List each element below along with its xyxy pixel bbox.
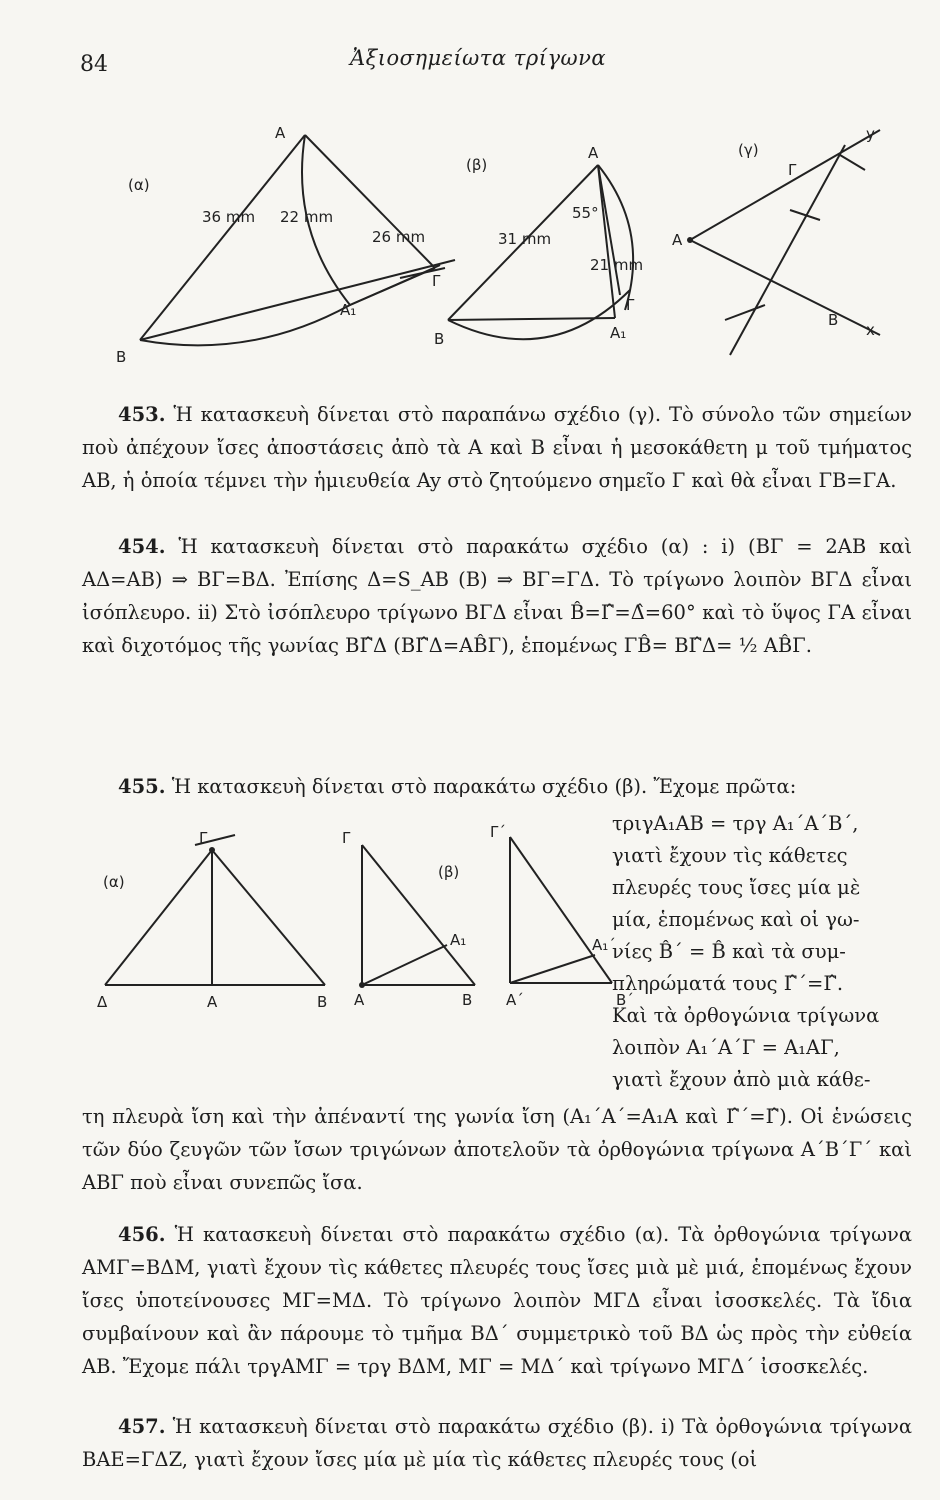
fig-mid-alpha-A: A <box>207 993 218 1011</box>
exercise-text-453: Ἡ κατασκευὴ δίνεται στὸ παραπάνω σχέδιο (γ). Τὸ σύνολο τῶν σημείων ποὺ ἀπέχουν ἴσες ἀποστάσεις ἀπὸ τὰ A καὶ B εἶναι ἡ μεσοκάθετη μ τοῦ τμήματος AB, ἡ ὁποία τέμνει τὴν ἡμιευθεία Ay στὸ ζητούμενο σημεῖο Γ καὶ θὰ εἶναι ΓB=ΓA. <box>82 403 912 492</box>
column-line: μία, ἑπομένως καὶ οἱ γω- <box>612 908 860 931</box>
exercise-text-455-rest: τη πλευρὰ ἴση καὶ τὴν ἀπέναντί της γωνία ἴση (A₁΄A΄=A₁A καὶ Γ̂΄=Γ̂). Οἱ ἑνώσεις τῶν δύο ζευγῶν τῶν ἴσων τριγώνων ἀποτελοῦν τὰ ὀρθογώνια τρίγωνα A΄B΄Γ΄ καὶ ABΓ ποὺ εἶναι συνεπῶς ἴσα. <box>82 1105 912 1194</box>
paragraph-453 <box>82 398 912 497</box>
figure-455-beta <box>340 825 640 1025</box>
fig-gamma-x: x <box>866 321 875 339</box>
fig-mid-alpha-label: (α) <box>103 873 125 891</box>
column-line: Καὶ τὰ ὀρθογώνια τρίγωνα <box>612 1004 880 1027</box>
fig-mid-beta-A2: A΄ <box>506 991 524 1009</box>
paragraph-454 <box>82 530 912 662</box>
column-line: γιατὶ ἔχουν ἀπὸ μιὰ κάθε- <box>612 1068 871 1091</box>
exercise-text-454: Ἡ κατασκευὴ δίνεται στὸ παρακάτω σχέδιο (α) : i) (BΓ = 2AB καὶ AΔ=AB) ⇒ BΓ=BΔ. Ἐπίσης Δ=S_AB (B) ⇒ BΓ=ΓΔ. Τὸ τρίγωνο λοιπὸν BΓΔ εἶναι ἰσόπλευρο. ii) Στὸ ἰσόπλευρο τρίγωνο BΓΔ εἶναι B̂=Γ̂=Δ̂=60° καὶ τὸ ὕψος ΓA εἶναι καὶ διχοτόμος τῆς γωνίας BΓ̂Δ (BΓ̂Δ=AB̂Γ), ἑπομένως ΓB̂= <box>82 535 912 657</box>
running-title: Ἀξιοσημείωτα τρίγωνα <box>350 46 607 70</box>
column-line: νίες B̂΄ = B̂ καὶ τὰ συμ- <box>612 940 846 963</box>
fig-gamma-y: y <box>866 125 875 143</box>
figure-453-gamma <box>670 125 900 370</box>
fig-alpha-label: (α) <box>128 176 150 194</box>
fig-mid-alpha-B: B <box>317 993 328 1011</box>
fig-beta-Gamma: Γ <box>626 296 635 314</box>
fig-gamma-Gamma: Γ <box>788 161 797 179</box>
fig-alpha-A1: A₁ <box>340 301 357 319</box>
exercise-number-457: 457. <box>118 1415 166 1438</box>
exercise-text-456: Ἡ κατασκευὴ δίνεται στὸ παρακάτω σχέδιο (α). Τὰ ὀρθογώνια τρίγωνα AMΓ=BΔM, γιατὶ ἔχουν τὶς κάθετες πλευρές τους ἴσες μιὰ μὲ μιά, ἑπομένως ἔχουν ἴσες ὑποτείνουσες MΓ=MΔ. Τὸ τρίγωνο λοιπὸν MΓΔ εἶναι ἰσοσκελές. Τὰ ἴδια συμβαίνουν καὶ ἂν πάρουμε τὸ τμῆμα BΔ΄ συμμετρικὸ τοῦ BΔ ὡς πρὸς τὴν εὐθεία AB. Ἔχομε πάλι τργAMΓ = τργ BΔM, MΓ = MΔ΄ καὶ τρίγωνο MΓΔ΄ ἰσοσκελές. <box>82 1223 912 1378</box>
fig-alpha-m1: 36 mm <box>202 208 256 226</box>
fig-beta-label: (β) <box>466 156 488 174</box>
fig-beta-angle: 55° <box>572 204 599 222</box>
fig-gamma-B: B <box>828 311 839 329</box>
fig-mid-alpha-Gamma: Γ <box>199 829 208 847</box>
fig-alpha-m3: 26 mm <box>372 228 426 246</box>
paragraph-457 <box>82 1410 912 1476</box>
figure-455-alpha <box>95 829 345 1020</box>
fig-beta-A1: A₁ <box>610 324 627 342</box>
exercise-number-453: 453. <box>118 403 166 426</box>
paragraph-455-rest <box>82 1100 912 1199</box>
exercise-number-456: 456. <box>118 1223 166 1246</box>
column-line: λοιπὸν A₁΄A΄Γ = A₁AΓ, <box>612 1036 840 1059</box>
column-line: πλευρές τους ἴσες μία μὲ <box>612 876 861 899</box>
fig-alpha-m2: 22 mm <box>280 208 334 226</box>
exercise-text-457: Ἡ κατασκευὴ δίνεται στὸ παρακάτω σχέδιο (β). i) Τὰ ὀρθογώνια τρίγωνα BAE=ΓΔZ, γιατὶ ἔχουν ἴσες μία μὲ μία τὶς κάθετες πλευρές τους (οἱ <box>82 1415 913 1471</box>
column-line: γιατὶ ἔχουν τὶς κάθετες <box>612 844 848 867</box>
fig-gamma-A: A <box>672 231 683 249</box>
fig-alpha-Gamma: Γ <box>432 272 441 290</box>
fig-mid-beta-A12: A₁΄ <box>592 936 616 954</box>
column-line: τριγA₁AB = τργ A₁΄A΄B΄, <box>612 812 859 835</box>
fig-beta-m2: 21 mm <box>590 256 644 274</box>
fig-mid-alpha-Delta: Δ <box>97 993 108 1011</box>
figure-453-alpha <box>100 120 470 380</box>
fig-mid-beta-Gamma: Γ <box>342 829 351 847</box>
exercise-text-455-intro: Ἡ κατασκευὴ δίνεται στὸ παρακάτω σχέδιο (β). Ἔχομε πρῶτα: <box>171 775 797 798</box>
fig-mid-beta-A1: A₁ <box>450 931 467 949</box>
fig-alpha-B: B <box>116 348 127 366</box>
page-number: 84 <box>80 52 108 77</box>
paragraph-455-intro <box>82 770 912 803</box>
figure-453-beta <box>430 140 680 350</box>
fig-mid-beta-A: A <box>354 991 365 1009</box>
page-header <box>0 42 940 82</box>
paragraph-455-column <box>612 808 922 1096</box>
exercise-number-454: 454. <box>118 535 166 558</box>
fig-mid-beta-Gamma2: Γ΄ <box>490 823 506 841</box>
paragraph-456 <box>82 1218 912 1383</box>
fig-beta-m1: 31 mm <box>498 230 552 248</box>
column-line: πληρώματά τους Γ̂΄=Γ̂. <box>612 972 844 995</box>
exercise-number-455: 455. <box>118 775 166 798</box>
fig-beta-B: B <box>434 330 445 348</box>
fig-gamma-label: (γ) <box>738 141 759 159</box>
exercise-text-454-tail: BΓ̂Δ= ½ AB̂Γ. <box>674 634 812 657</box>
fig-mid-beta-B: B <box>462 991 473 1009</box>
fig-beta-A: A <box>588 144 599 162</box>
fig-mid-beta-B2: B΄ <box>616 991 634 1009</box>
fig-mid-beta-label: (β) <box>438 863 460 881</box>
fig-alpha-A: A <box>275 124 286 142</box>
